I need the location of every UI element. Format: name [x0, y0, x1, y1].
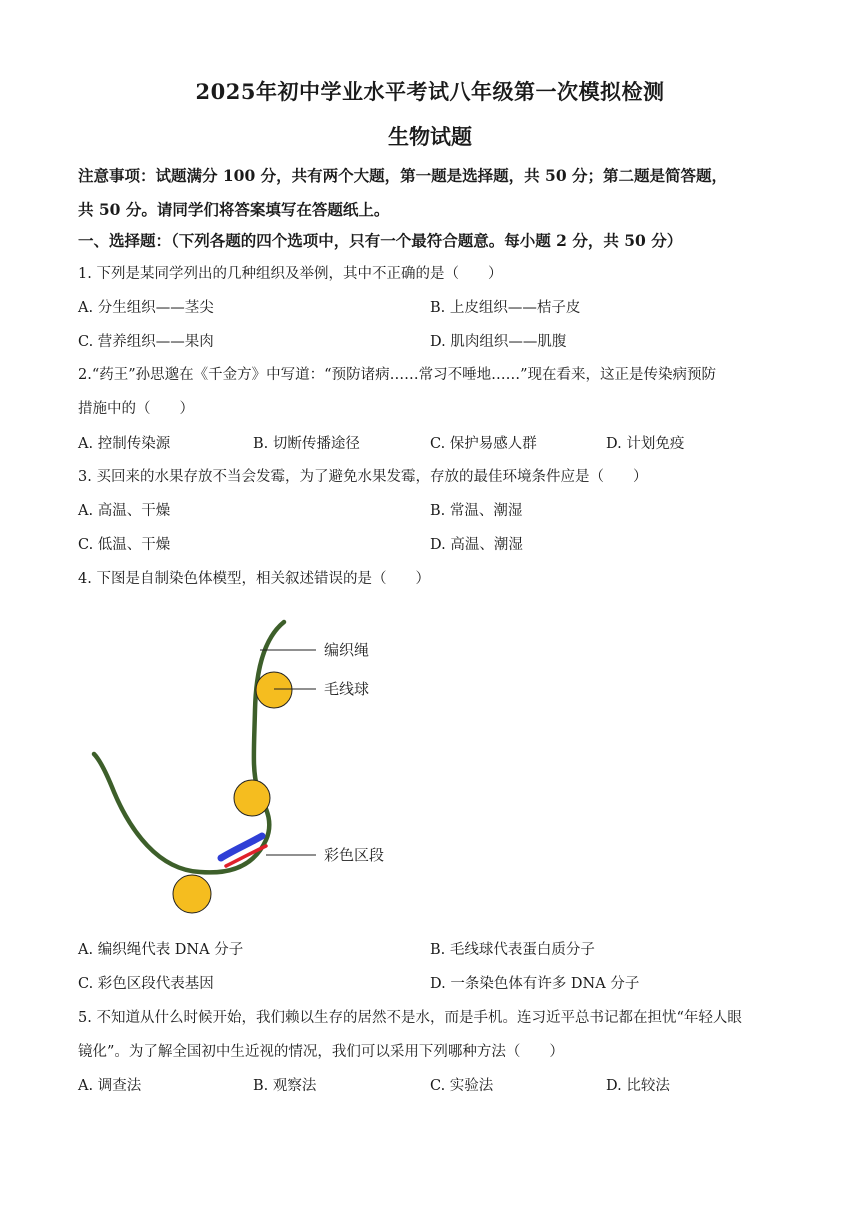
- question-2-option-a[interactable]: A. 控制传染源: [78, 436, 171, 452]
- exam-subtitle: 生物试题: [388, 124, 472, 149]
- exam-notes: [78, 158, 784, 228]
- yarn-ball-1: [256, 672, 292, 708]
- question-5-option-c[interactable]: C. 实验法: [430, 1078, 494, 1094]
- question-5-stem-line-2: 镜化”。为了解全国初中生近视的情况，我们可以采用下列哪种方法（ ）: [78, 1044, 564, 1060]
- section-heading: 一、选择题：（下列各题的四个选项中，只有一个最符合题意。每小题 2 分，共 50 分）: [78, 231, 683, 250]
- yarn-ball-3: [173, 875, 211, 913]
- question-1-option-a[interactable]: A. 分生组织——茎尖: [78, 300, 214, 316]
- label-colored-segment: 彩色区段: [324, 846, 385, 864]
- notes-line-1: 注意事项：试题满分 100 分，共有两个大题，第一题是选择题，共 50 分；第二题是简答题，: [78, 166, 728, 185]
- label-braided-cord: 编织绳: [324, 641, 370, 659]
- question-3-stem: 3. 买回来的水果存放不当会发霉，为了避免水果发霉，存放的最佳环境条件应是（ ）: [78, 469, 648, 485]
- question-3-option-d[interactable]: D. 高温、潮湿: [430, 537, 523, 553]
- question-2-option-d[interactable]: D. 计划免疫: [606, 436, 685, 452]
- yarn-ball-2: [234, 780, 270, 816]
- question-3-option-c[interactable]: C. 低温、干燥: [78, 537, 171, 553]
- question-5-option-d[interactable]: D. 比较法: [606, 1078, 670, 1094]
- question-4-option-d[interactable]: D. 一条染色体有许多 DNA 分子: [430, 976, 640, 992]
- question-5-option-a[interactable]: A. 调查法: [78, 1078, 142, 1094]
- question-2-stem-line-1: 2.“药王”孙思邈在《千金方》中写道：“预防诸病……常习不唾地……”现在看来，这正是传染病预防: [78, 367, 716, 383]
- question-5-option-b[interactable]: B. 观察法: [253, 1078, 317, 1094]
- question-1-option-c[interactable]: C. 营养组织——果肉: [78, 334, 214, 350]
- question-1-stem: 1. 下列是某同学列出的几种组织及举例，其中不正确的是（ ）: [78, 266, 503, 282]
- question-5-stem-line-1: 5. 不知道从什么时候开始，我们赖以生存的居然不是水，而是手机。连习近平总书记都在担忧“年轻人眼: [78, 1010, 742, 1026]
- chromosome-model-diagram: [78, 600, 478, 930]
- question-2-option-c[interactable]: C. 保护易感人群: [430, 436, 537, 452]
- question-3-option-b[interactable]: B. 常温、潮湿: [430, 503, 523, 519]
- exam-title: 2025年初中学业水平考试八年级第一次模拟检测: [195, 79, 665, 104]
- braided-cord: [94, 622, 284, 872]
- question-1-option-d[interactable]: D. 肌肉组织——肌腹: [430, 334, 567, 350]
- question-4-stem: 4. 下图是自制染色体模型，相关叙述错误的是（ ）: [78, 571, 430, 587]
- question-3-option-a[interactable]: A. 高温、干燥: [78, 503, 171, 519]
- question-4-option-b[interactable]: B. 毛线球代表蛋白质分子: [430, 942, 595, 958]
- question-4-option-c[interactable]: C. 彩色区段代表基因: [78, 976, 214, 992]
- question-2-option-b[interactable]: B. 切断传播途径: [253, 436, 360, 452]
- label-yarn-ball: 毛线球: [324, 680, 370, 698]
- question-1-option-b[interactable]: B. 上皮组织——桔子皮: [430, 300, 581, 316]
- question-4-option-a[interactable]: A. 编织绳代表 DNA 分子: [78, 942, 244, 958]
- question-2-stem-line-2: 措施中的（ ）: [78, 401, 194, 417]
- notes-line-2: 共 50 分。请同学们将答案填写在答题纸上。: [78, 200, 390, 219]
